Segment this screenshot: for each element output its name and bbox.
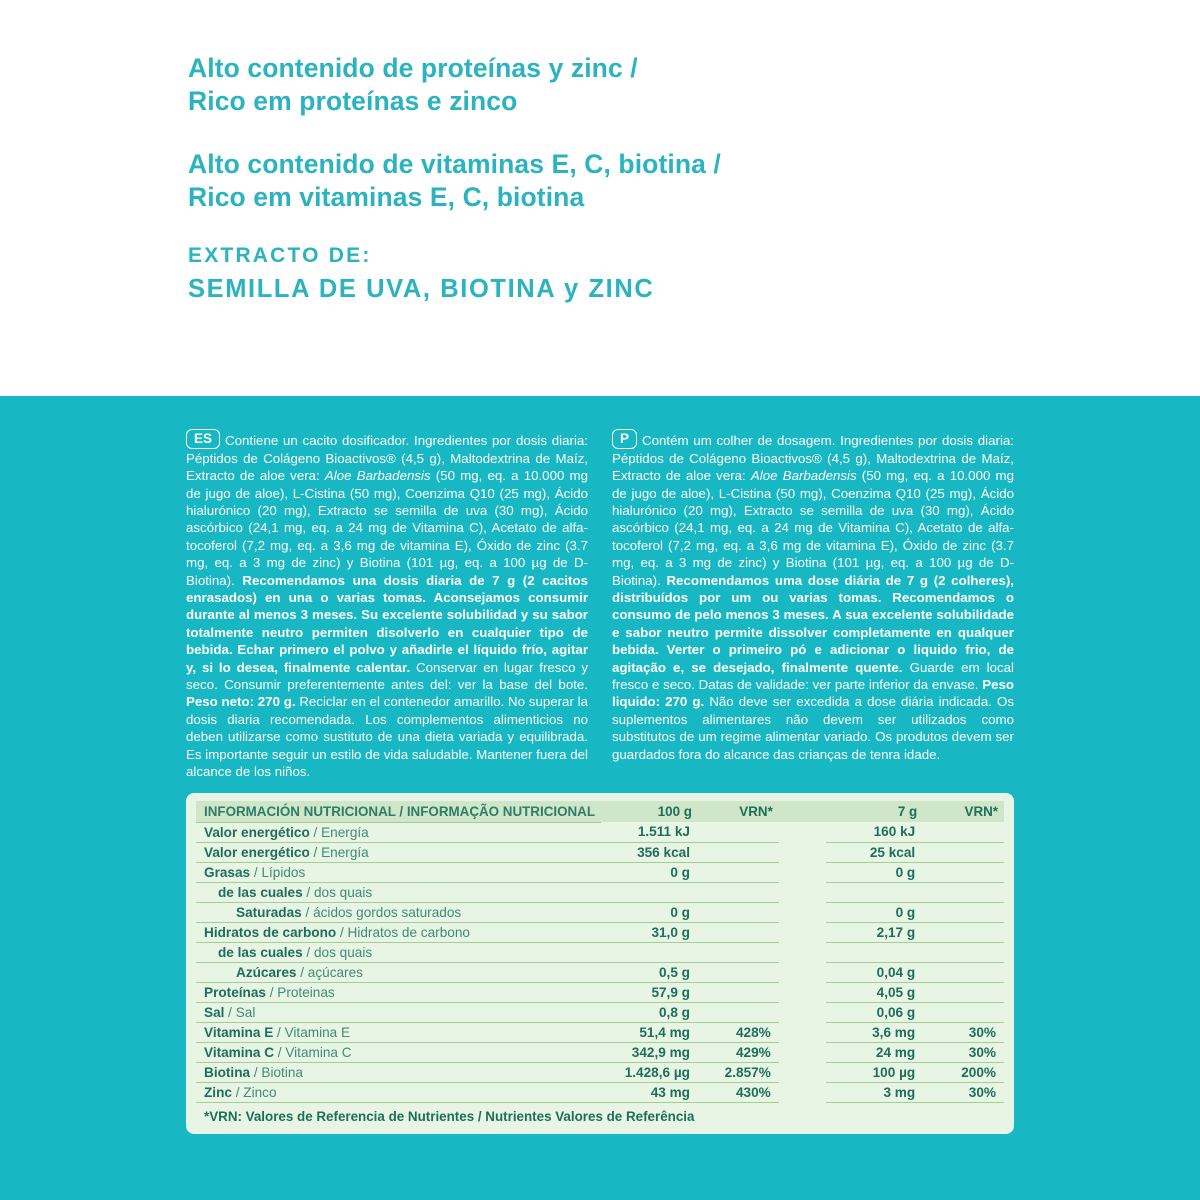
nutrition-row [196, 902, 1004, 922]
nutrition-table-header [196, 801, 1004, 822]
value-100g: 1.428,6 µg [601, 1062, 698, 1082]
nutrition-row [196, 822, 1004, 842]
nutrition-row [196, 982, 1004, 1002]
row-spacer [779, 1022, 826, 1042]
row-spacer [779, 942, 826, 962]
nutrient-name-pt: / Sal [224, 1004, 256, 1020]
value-100g: 51,4 mg [601, 1022, 698, 1042]
value-7g: 100 µg [826, 1062, 923, 1082]
vrn-7g [923, 1002, 1004, 1022]
row-spacer [779, 1082, 826, 1102]
nutrition-panel [186, 793, 1014, 1134]
nutrient-name-pt: / Lípidos [250, 864, 306, 880]
claim-protein-zinc-line2: Rico em proteínas e zinco [188, 86, 518, 116]
nutrient-name-es: Vitamina E [204, 1024, 274, 1040]
nutrient-name-pt: / açúcares [296, 964, 363, 980]
nutrient-name-pt: / Zinco [231, 1084, 277, 1100]
ingredients-netweight-pt: Peso liquido: 270 g. [612, 676, 1014, 710]
nutrition-row [196, 882, 1004, 902]
col-header-100g: 100 g [601, 801, 698, 822]
nutrient-name [196, 962, 601, 982]
value-7g: 25 kcal [826, 842, 923, 862]
value-100g [601, 882, 698, 902]
value-100g: 0 g [601, 902, 698, 922]
nutrient-name [196, 1082, 601, 1102]
ingredients-italic-es: Aloe Barbadensis [324, 468, 431, 484]
row-spacer [779, 1062, 826, 1082]
nutrition-row [196, 862, 1004, 882]
ingredients-warning-es: Reciclar en el contenedor amarillo. No superar la dosis diaria recomendada. Los complementos alimenticios no deben utilizarse como sustituto de una dieta variada y equilibrada. Es importante seguir un estilo de vida saludable. Mantener fuera del alcance de los niños. [186, 694, 588, 780]
value-7g [826, 942, 923, 962]
claim-protein-zinc-line1: Alto contenido de proteínas y zinc / [188, 53, 638, 83]
value-7g: 2,17 g [826, 922, 923, 942]
nutrient-name-pt: / Vitamina C [274, 1044, 352, 1060]
nutrition-title: INFORMACIÓN NUTRICIONAL / INFORMAÇÃO NUTRICIONAL [196, 801, 601, 822]
vrn-100g [698, 922, 779, 942]
vrn-7g: 30% [923, 1042, 1004, 1062]
vrn-100g: 429% [698, 1042, 779, 1062]
value-100g: 1.511 kJ [601, 822, 698, 842]
vrn-7g [923, 882, 1004, 902]
claim-vitamins-line2: Rico em vitaminas E, C, biotina [188, 182, 585, 212]
value-100g [601, 942, 698, 962]
vrn-100g: 428% [698, 1022, 779, 1042]
vrn-100g [698, 942, 779, 962]
row-spacer [779, 902, 826, 922]
ingredients-column-pt [612, 416, 1014, 794]
vrn-7g [923, 902, 1004, 922]
nutrient-name [196, 882, 601, 902]
nutrient-name-es: Valor energético [204, 844, 310, 860]
nutrition-row [196, 1022, 1004, 1042]
value-100g: 342,9 mg [601, 1042, 698, 1062]
nutrient-name [196, 862, 601, 882]
ingredients-dosage-es: Recomendamos una dosis diaria de 7 g (2 cacitos enrasados) en una o varias tomas. Aconsejamos consumir durante al menos 3 meses. Su excelente solubilidad y su sabor totalmente neutro permiten disolverlo en cualquier tipo de bebida. Echar primero el polvo y añadirle el líquido frío, agitar y, si lo desea, finalmente calentar. [186, 572, 588, 675]
ingredients-intro-es: Contiene un cacito dosificador. Ingredientes por dosis diaria: [225, 433, 588, 449]
value-100g: 43 mg [601, 1082, 698, 1102]
vrn-7g [923, 982, 1004, 1002]
col-header-vrn-7g: VRN* [923, 801, 1004, 822]
nutrient-name-pt: / ácidos gordos saturados [301, 904, 462, 920]
value-7g [826, 882, 923, 902]
nutrient-name-es: de las cuales [218, 944, 303, 960]
vrn-100g [698, 822, 779, 842]
value-7g: 4,05 g [826, 982, 923, 1002]
extract-label: EXTRACTO DE: [188, 244, 372, 267]
nutrient-name-es: Proteínas [204, 984, 266, 1000]
ingredients-storage-es: Conservar en lugar fresco y seco. Consumir preferentemente antes del: ver la base del bote. [186, 659, 588, 692]
ingredients-body2-pt: (50 mg, eq. a 10.000 mg de jugo de aloe), L-Cistina (50 mg), Coenzima Q10 (25 mg), Ácido hialurónico (20 mg), Extracto se semilla de uva (30 mg), Ácido ascórbico (24,1 mg, eq. a 24 mg de Vitamina C), Acetato de alfa-tocoferol (7,2 mg, eq. a 3,6 mg de vitamina E), Óxido de zinc (3.7 mg, eq. a 3 mg de zinc) y Biotina (101 µg, eq. a 100 µg de D-Biotina). [612, 468, 1014, 588]
nutrient-name-pt: / Proteinas [265, 984, 335, 1000]
vrn-7g [923, 922, 1004, 942]
nutrient-name-es: Valor energético [204, 824, 310, 840]
nutrition-row [196, 942, 1004, 962]
vrn-100g [698, 862, 779, 882]
language-badge-es: ES [186, 429, 220, 449]
nutrient-name-es: Zinc [204, 1084, 232, 1100]
ingredients-section [186, 416, 1014, 794]
nutrition-footnote: *VRN: Valores de Referencia de Nutrientes / Nutrientes Valores de Referência [204, 1108, 695, 1124]
value-7g: 3,6 mg [826, 1022, 923, 1042]
nutrient-name [196, 842, 601, 862]
row-spacer [779, 822, 826, 842]
claims-section [0, 0, 1200, 396]
nutrition-table-body [196, 822, 1004, 1102]
nutrient-name-es: Azúcares [236, 964, 297, 980]
nutrient-name-pt: / Vitamina E [273, 1024, 351, 1040]
nutrition-row [196, 1002, 1004, 1022]
nutrient-name [196, 1002, 601, 1022]
value-100g: 356 kcal [601, 842, 698, 862]
nutrient-name-pt: / Biotina [250, 1064, 303, 1080]
claim-protein-zinc [188, 52, 1088, 118]
vrn-100g [698, 902, 779, 922]
nutrient-name-pt: / Energía [309, 844, 369, 860]
value-100g: 0,5 g [601, 962, 698, 982]
ingredients-body1-es: Péptidos de Colágeno Bioactivos® (4,5 g), Maltodextrina de Maíz, Extracto de aloe vera: [186, 450, 588, 484]
value-7g: 0,04 g [826, 962, 923, 982]
ingredients-dosage-pt: Recomendamos uma dose diária de 7 g (2 colheres), distribuídos por um ou varias tomas. Recomendamos o consumo de pelo menos 3 meses. A sua excelente solubilidade e sabor neutro permite dissolver completamente en qualquer bebida. Verter o primeiro pó e adicionar o liquido frio, de agitação e, se desejado, finalmente quente. [612, 572, 1014, 675]
extract-value: SEMILLA DE UVA, BIOTINA y ZINC [188, 275, 655, 303]
value-7g: 160 kJ [826, 822, 923, 842]
vrn-7g [923, 842, 1004, 862]
nutrition-row [196, 922, 1004, 942]
nutrition-row [196, 1082, 1004, 1102]
ingredients-text-pt [612, 429, 1014, 763]
nutrient-name [196, 822, 601, 842]
nutrition-row [196, 1062, 1004, 1082]
claims-list [188, 52, 1088, 304]
nutrient-name-pt: / dos quais [302, 944, 373, 960]
nutrition-row [196, 842, 1004, 862]
value-100g: 57,9 g [601, 982, 698, 1002]
vrn-7g: 30% [923, 1082, 1004, 1102]
vrn-100g [698, 842, 779, 862]
ingredients-storage-pt: Guarde em local fresco e seco. Datas de validade: ver parte inferior da envase. [612, 659, 1014, 692]
ingredients-body1-pt: Péptidos de Colágeno Bioactivos® (4,5 g), Maltodextrina de Maíz, Extracto de aloe vera: [612, 450, 1014, 484]
vrn-7g [923, 962, 1004, 982]
nutrient-name [196, 902, 601, 922]
nutrition-table [196, 801, 1004, 1103]
claim-vitamins-line1: Alto contenido de vitaminas E, C, biotina / [188, 149, 721, 179]
vrn-100g: 430% [698, 1082, 779, 1102]
value-100g: 31,0 g [601, 922, 698, 942]
vrn-7g [923, 862, 1004, 882]
nutrient-name-es: Vitamina C [204, 1044, 275, 1060]
ingredients-body2-es: (50 mg, eq. a 10.000 mg de jugo de aloe), L-Cistina (50 mg), Coenzima Q10 (25 mg), Ácido hialurónico (20 mg), Extracto se semilla de uva (30 mg), Ácido ascórbico (24,1 mg, eq. a 24 mg de Vitamina C), Acetato de alfa-tocoferol (7,2 mg, eq. a 3,6 mg de vitamina E), Óxido de zinc (3.7 mg, eq. a 3 mg de zinc) y Biotina (101 µg, eq. a 100 µg de D-Biotina). [186, 468, 588, 588]
value-100g: 0 g [601, 862, 698, 882]
nutrient-name [196, 982, 601, 1002]
value-7g: 0 g [826, 862, 923, 882]
row-spacer [779, 842, 826, 862]
nutrient-name-es: Hidratos de carbono [204, 924, 337, 940]
ingredients-warning-pt: Não deve ser excedida a dose diária indicada. Os suplementos alimentares não devem ser utilizados como substitutos de um regime alimentar variado. Os produtos devem ser guardados fora do alcance das crianças de tenra idade. [612, 694, 1014, 762]
language-badge-pt: P [612, 429, 637, 449]
value-7g: 3 mg [826, 1082, 923, 1102]
nutrient-name-es: Biotina [204, 1064, 251, 1080]
vrn-100g [698, 1002, 779, 1022]
vrn-7g: 200% [923, 1062, 1004, 1082]
col-header-vrn-100g: VRN* [698, 801, 779, 822]
row-spacer [779, 922, 826, 942]
ingredients-intro-pt: Contém um colher de dosagem. Ingredientes por dosis diaria: [642, 433, 1014, 449]
row-spacer [779, 1042, 826, 1062]
nutrient-name-es: de las cuales [218, 884, 303, 900]
col-spacer [779, 801, 826, 822]
nutrient-name [196, 922, 601, 942]
nutrient-name [196, 942, 601, 962]
ingredients-italic-pt: Aloe Barbadensis [750, 468, 857, 484]
vrn-100g [698, 982, 779, 1002]
row-spacer [779, 982, 826, 1002]
row-spacer [779, 1002, 826, 1022]
nutrient-name-es: Grasas [204, 864, 251, 880]
vrn-7g: 30% [923, 1022, 1004, 1042]
vrn-100g [698, 962, 779, 982]
vrn-7g [923, 942, 1004, 962]
value-100g: 0,8 g [601, 1002, 698, 1022]
nutrient-name-pt: / Energía [309, 824, 369, 840]
claim-vitamins [188, 148, 1088, 214]
extract-block [188, 244, 1088, 304]
value-7g: 0,06 g [826, 1002, 923, 1022]
nutrient-name-pt: / Hidratos de carbono [336, 924, 470, 940]
row-spacer [779, 962, 826, 982]
row-spacer [779, 882, 826, 902]
vrn-7g [923, 822, 1004, 842]
ingredients-column-es [186, 416, 588, 794]
nutrition-row [196, 962, 1004, 982]
nutrient-name [196, 1062, 601, 1082]
ingredients-text-es [186, 429, 588, 780]
vrn-100g: 2.857% [698, 1062, 779, 1082]
vrn-100g [698, 882, 779, 902]
nutrient-name-es: Sal [204, 1004, 225, 1020]
nutrient-name-pt: / dos quais [302, 884, 373, 900]
nutrition-row [196, 1042, 1004, 1062]
row-spacer [779, 862, 826, 882]
nutrient-name [196, 1022, 601, 1042]
value-7g: 24 mg [826, 1042, 923, 1062]
col-header-7g: 7 g [826, 801, 923, 822]
nutrient-name [196, 1042, 601, 1062]
ingredients-netweight-es: Peso neto: 270 g. [186, 694, 300, 710]
nutrient-name-es: Saturadas [236, 904, 302, 920]
value-7g: 0 g [826, 902, 923, 922]
